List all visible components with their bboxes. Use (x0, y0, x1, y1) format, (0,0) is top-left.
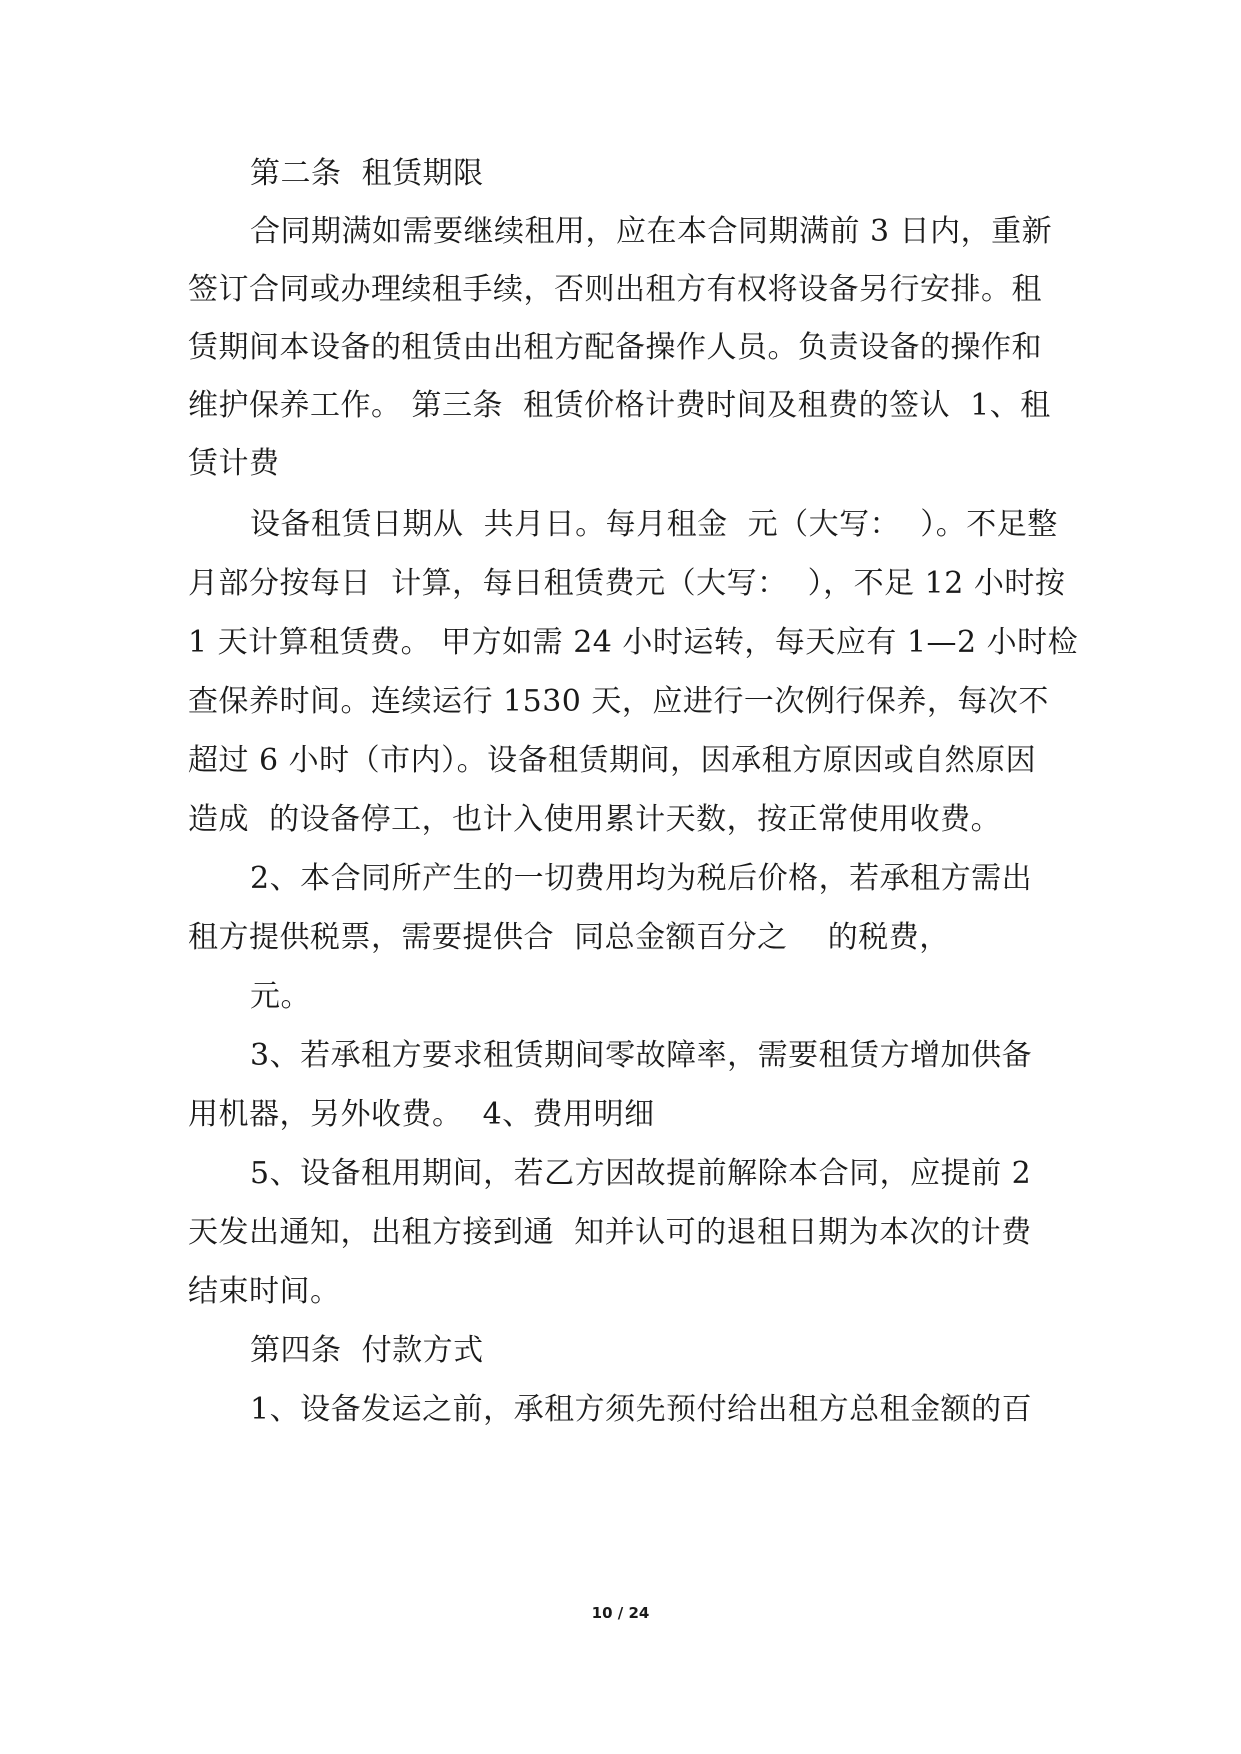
text-line: 合同期满如需要继续租用，应在本合同期满前 3 日内，重新 (250, 214, 1053, 249)
text-line: 元。 (250, 979, 311, 1014)
text-line: 用机器，另外收费。 4、费用明细 (188, 1097, 655, 1132)
page-number: 10 / 24 (591, 1604, 650, 1622)
text-line: 月部分按每日 计算，每日租赁费元（大写： ），不足 12 小时按 (188, 566, 1066, 601)
text-line: 赁期间本设备的租赁由出租方配备操作人员。负责设备的操作和 (188, 330, 1042, 365)
text-line: 租方提供税票，需要提供合 同总金额百分之 的税费， (188, 920, 950, 955)
text-line: 天发出通知，出租方接到通 知并认可的退租日期为本次的计费 (188, 1215, 1032, 1250)
article-2-heading: 第二条 租赁期限 (250, 156, 484, 191)
text-line: 造成 的设备停工，也计入使用累计天数，按正常使用收费。 (188, 802, 1002, 837)
text-line: 设备租赁日期从 共月日。每月租金 元（大写： ）。不足整 (250, 507, 1058, 542)
text-line: 赁计费 (188, 446, 280, 481)
text-line: 维护保养工作。 第三条 租赁价格计费时间及租费的签认 1、租 (188, 388, 1051, 423)
text-line: 5、设备租用期间，若乙方因故提前解除本合同，应提前 2 (250, 1156, 1032, 1191)
text-line: 1 天计算租赁费。 甲方如需 24 小时运转，每天应有 1—2 小时检 (188, 625, 1079, 660)
text-line: 1、设备发运之前，承租方须先预付给出租方总租金额的百 (250, 1392, 1033, 1427)
text-line: 超过 6 小时（市内）。设备租赁期间，因承租方原因或自然原因 (188, 743, 1037, 778)
text-line: 签订合同或办理续租手续，否则出租方有权将设备另行安排。租 (188, 272, 1042, 307)
text-line: 3、若承租方要求租赁期间零故障率，需要租赁方增加供备 (250, 1038, 1033, 1073)
text-line: 查保养时间。连续运行 1530 天，应进行一次例行保养，每次不 (188, 684, 1049, 719)
text-line: 2、本合同所产生的一切费用均为税后价格，若承租方需出 (250, 861, 1033, 896)
article-4-heading: 第四条 付款方式 (250, 1333, 484, 1368)
text-line: 结束时间。 (188, 1274, 341, 1309)
